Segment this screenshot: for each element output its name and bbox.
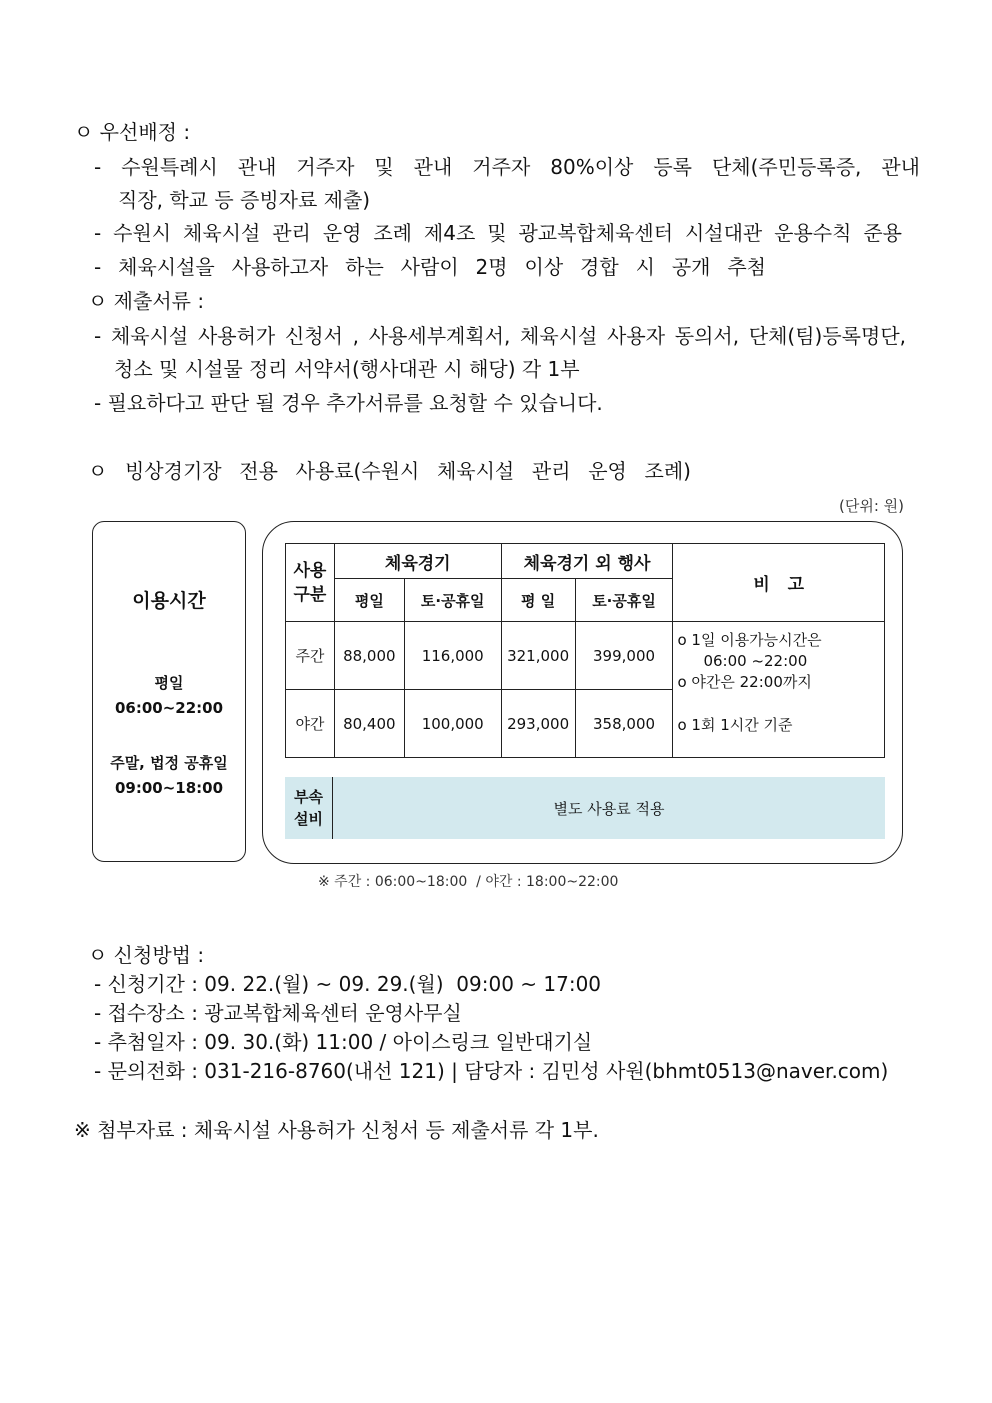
apply-line-1: - 신청기간 : 09. 22.(월) ~ 09. 29.(월) 09:00 ~ 17:00 — [94, 972, 602, 996]
row-label: 주간 — [286, 622, 335, 690]
weekend-label: 주말, 법정 공휴일 — [110, 754, 228, 772]
other-group-header: 체육경기 외 행사 — [501, 544, 673, 579]
sub-weekday-header: 평일 — [334, 579, 404, 622]
apply-heading: ㅇ 신청방법 : — [88, 943, 205, 967]
apply-line-3: - 추첨일자 : 09. 30.(화) 11:00 / 아이스링크 일반대기실 — [94, 1030, 593, 1054]
sports-group-header: 체육경기 — [334, 544, 501, 579]
remarks-header: 비 고 — [673, 544, 885, 622]
remarks-cell — [673, 622, 885, 758]
table-cell: 321,000 — [501, 622, 575, 690]
remark-1: o 1일 이용가능시간은 — [677, 631, 822, 649]
table-cell: 88,000 — [334, 622, 404, 690]
category-header — [286, 544, 335, 622]
fee-heading: ㅇ 빙상경기장 전용 사용료(수원시 체육시설 관리 운영 조례) — [88, 459, 691, 483]
documents-line-2: - 필요하다고 판단 될 경우 추가서류를 요청할 수 있습니다. — [94, 391, 603, 415]
accessory-table — [285, 777, 885, 839]
usage-hours-box — [92, 521, 246, 862]
fee-table — [285, 543, 885, 758]
weekend-time: 09:00~18:00 — [114, 779, 224, 797]
priority-line-1: - 수원특례시 관내 거주자 및 관내 거주자 80%이상 등록 단체(주민등록증, 관내 — [94, 155, 920, 179]
accessory-label — [285, 777, 333, 839]
time-footnote: ※ 주간 : 06:00~18:00 / 야간 : 18:00~22:00 — [318, 874, 619, 890]
table-cell: 358,000 — [575, 690, 673, 758]
table-cell: 116,000 — [404, 622, 501, 690]
remark-1b: 06:00 ~22:00 — [703, 652, 808, 670]
usage-hours-title: 이용시간 — [132, 590, 206, 612]
remark-2: o 야간은 22:00까지 — [677, 673, 812, 691]
apply-line-2: - 접수장소 : 광교복합체육센터 운영사무실 — [94, 1001, 462, 1025]
sub-holiday-header: 토·공휴일 — [404, 579, 501, 622]
accessory-label-line-2: 설비 — [294, 810, 323, 828]
sub-weekday2-header: 평 일 — [501, 579, 575, 622]
accessory-text: 별도 사용료 적용 — [333, 777, 886, 839]
weekday-label: 평일 — [154, 674, 184, 692]
weekday-time: 06:00~22:00 — [114, 699, 224, 717]
table-cell: 80,400 — [334, 690, 404, 758]
unit-label: (단위: 원) — [839, 497, 904, 515]
table-cell: 293,000 — [501, 690, 575, 758]
documents-heading: ㅇ 제출서류 : — [88, 289, 205, 313]
row-label: 야간 — [286, 690, 335, 758]
table-cell: 399,000 — [575, 622, 673, 690]
table-row — [286, 622, 885, 690]
priority-line-1b: 직장, 학교 등 증빙자료 제출) — [118, 188, 371, 212]
documents-line-1: - 체육시설 사용허가 신청서 , 사용세부계획서, 체육시설 사용자 동의서, 단체(팀)등록명단, — [94, 324, 906, 348]
category-header-line-2: 구분 — [293, 584, 327, 605]
remark-3: o 1회 1시간 기준 — [677, 716, 793, 734]
sub-holiday2-header: 토·공휴일 — [575, 579, 673, 622]
priority-line-2: - 수원시 체육시설 관리 운영 조례 제4조 및 광교복합체육센터 시설대관 운용수칙 준용 — [94, 221, 902, 245]
attachment-note: ※ 첨부자료 : 체육시설 사용허가 신청서 등 제출서류 각 1부. — [74, 1118, 599, 1142]
priority-heading: ㅇ 우선배정 : — [74, 120, 191, 144]
apply-line-4: - 문의전화 : 031-216-8760(내선 121) | 담당자 : 김민성 사원(bhmt0513@naver.com) — [94, 1059, 889, 1083]
table-cell: 100,000 — [404, 690, 501, 758]
category-header-line-1: 사용 — [293, 560, 327, 581]
priority-line-3: - 체육시설을 사용하고자 하는 사람이 2명 이상 경합 시 공개 추첨 — [94, 255, 766, 279]
accessory-label-line-1: 부속 — [294, 788, 323, 806]
documents-line-1b: 청소 및 시설물 정리 서약서(행사대관 시 해당) 각 1부 — [114, 357, 580, 381]
